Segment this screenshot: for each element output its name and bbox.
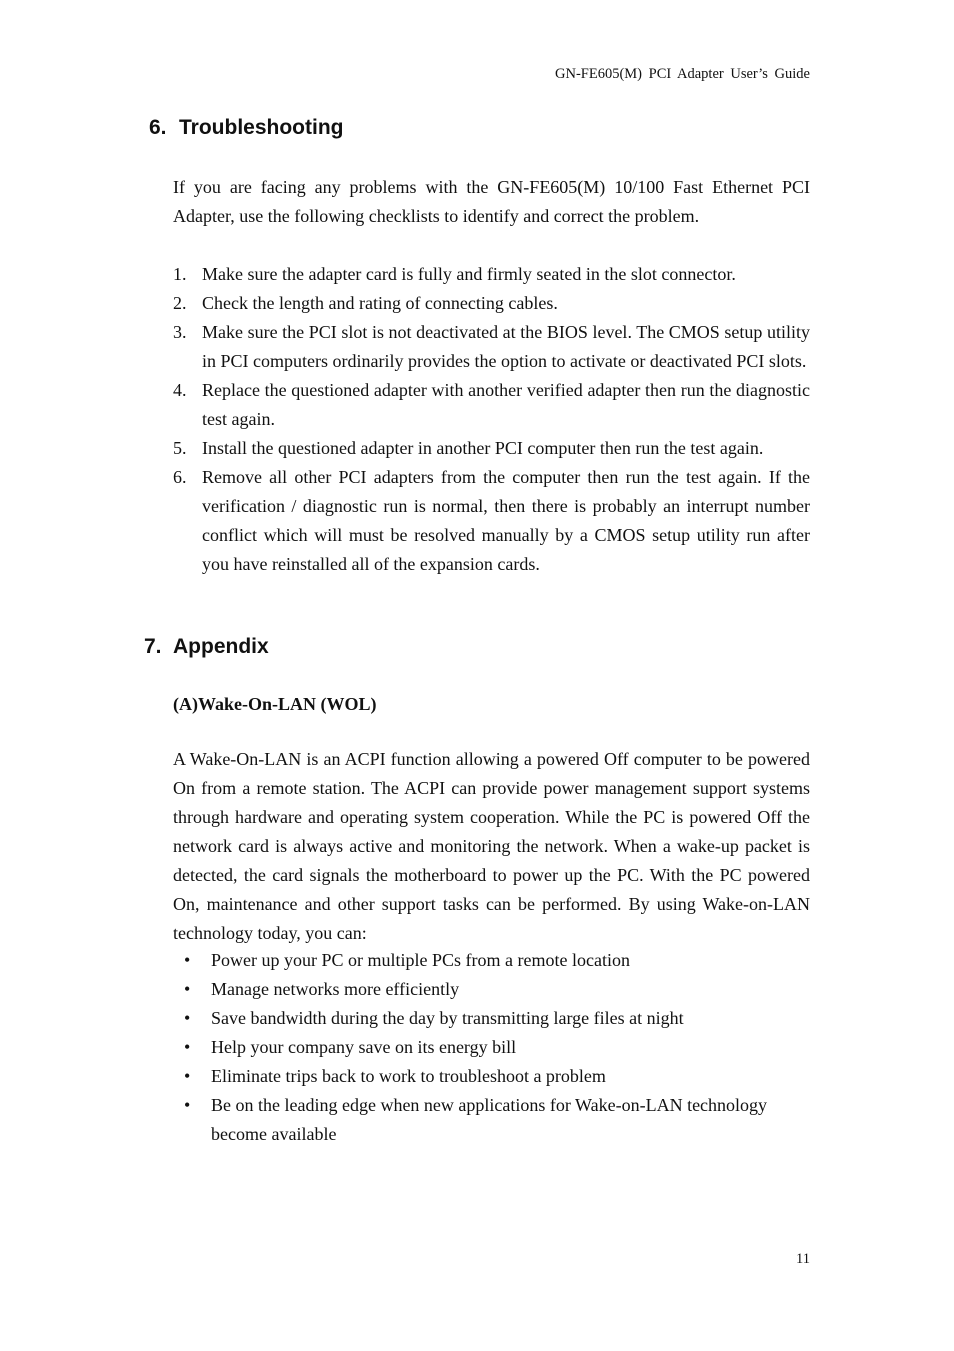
list-item xyxy=(173,975,810,1004)
list-item xyxy=(173,1033,810,1062)
checklist-item xyxy=(173,318,810,376)
list-item xyxy=(173,946,810,975)
troubleshooting-checklist xyxy=(173,260,810,579)
wol-subheading: (A)Wake-On-LAN (WOL) xyxy=(173,694,377,714)
bullet-icon: • xyxy=(184,1095,191,1115)
item-text: Replace the questioned adapter with another verified adapter then run the diagnostic test again. xyxy=(202,380,810,429)
item-number: 1. xyxy=(173,264,187,284)
section-title: Troubleshooting xyxy=(179,116,344,139)
checklist-item xyxy=(173,289,810,318)
item-text: Remove all other PCI adapters from the computer then run the test again. If the verification / diagnostic run is normal, then there is probably an interrupt number conflict which will must be resolved manually by a CMOS setup utility run after you have reinstalled all of the expansion cards. xyxy=(202,467,810,574)
bullet-icon: • xyxy=(184,1008,191,1028)
checklist-item xyxy=(173,260,810,289)
troubleshooting-heading xyxy=(149,116,343,140)
bullet-icon: • xyxy=(184,950,191,970)
bullet-icon: • xyxy=(184,979,191,999)
section-title: Appendix xyxy=(173,635,269,658)
wol-benefits-list xyxy=(173,946,810,1149)
list-item xyxy=(173,1062,810,1091)
list-item xyxy=(173,1091,810,1149)
bullet-icon: • xyxy=(184,1037,191,1057)
item-text: Check the length and rating of connecting cables. xyxy=(202,293,558,313)
page-number: 11 xyxy=(796,1251,810,1267)
wol-description: A Wake-On-LAN is an ACPI function allowing a powered Off computer to be powered On from a remote station. The ACPI can provide power management support systems through hardware and operating system cooperation. While the PC is powered Off the network card is always active and monitoring the network. When a wake-up packet is detected, the card signals the motherboard to power up the PC. With the PC powered On, maintenance and other support tasks can be performed. By using Wake-on-LAN technology today, you can: xyxy=(173,749,810,943)
item-number: 5. xyxy=(173,438,187,458)
list-item xyxy=(173,1004,810,1033)
item-number: 3. xyxy=(173,322,187,342)
item-text: Eliminate trips back to work to troubleshoot a problem xyxy=(211,1066,606,1086)
item-text: Manage networks more efficiently xyxy=(211,979,460,999)
item-text: Power up your PC or multiple PCs from a remote location xyxy=(211,950,630,970)
item-number: 2. xyxy=(173,293,187,313)
troubleshooting-intro: If you are facing any problems with the GN-FE605(M) 10/100 Fast Ethernet PCI Adapter, use the following checklists to identify and correct the problem. xyxy=(173,177,810,226)
appendix-heading xyxy=(144,635,269,659)
item-number: 6. xyxy=(173,467,187,487)
checklist-item xyxy=(173,434,810,463)
section-number: 7. xyxy=(144,635,162,658)
running-header: GN-FE605(M) PCI Adapter User’s Guide xyxy=(555,66,810,82)
item-text: Save bandwidth during the day by transmitting large files at night xyxy=(211,1008,684,1028)
item-text: Help your company save on its energy bill xyxy=(211,1037,517,1057)
section-number: 6. xyxy=(149,116,167,139)
item-number: 4. xyxy=(173,380,187,400)
item-text: Make sure the PCI slot is not deactivated at the BIOS level. The CMOS setup utility in PCI computers ordinarily provides the option to activate or deactivated PCI slots. xyxy=(202,322,810,371)
checklist-item xyxy=(173,376,810,434)
item-text: Install the questioned adapter in another PCI computer then run the test again. xyxy=(202,438,764,458)
item-text: Make sure the adapter card is fully and firmly seated in the slot connector. xyxy=(202,264,736,284)
bullet-icon: • xyxy=(184,1066,191,1086)
checklist-item xyxy=(173,463,810,579)
item-text: Be on the leading edge when new applications for Wake-on-LAN technology become available xyxy=(211,1095,768,1144)
